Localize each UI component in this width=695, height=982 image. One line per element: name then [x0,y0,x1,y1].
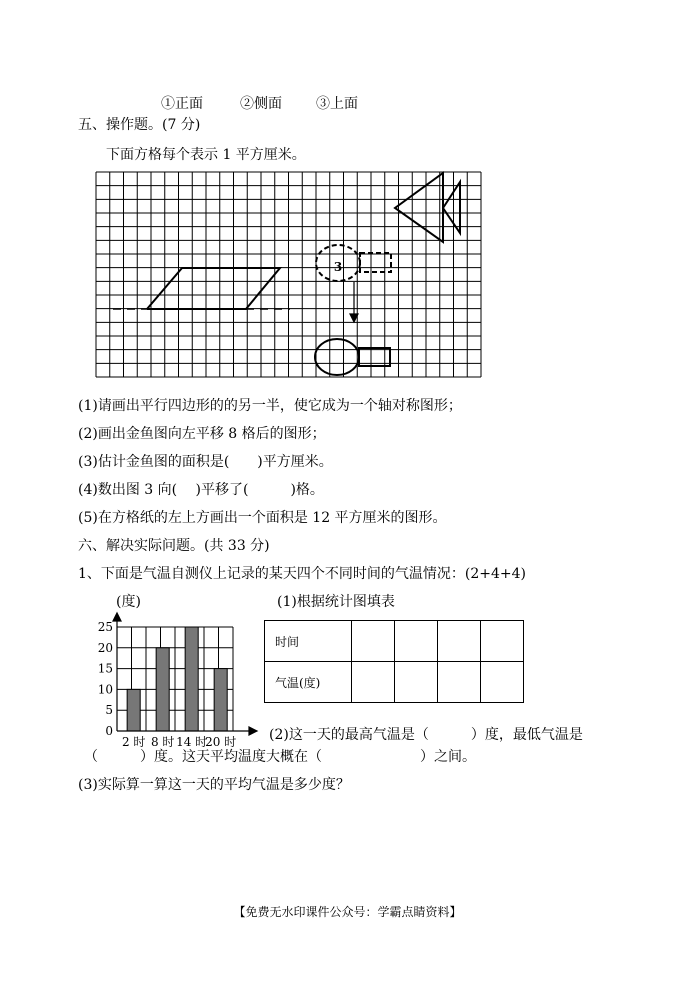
question-4: (4)数出图 3 向( )平移了( )格。 [78,482,324,498]
table-cell[interactable] [481,662,524,703]
stat-table [264,620,524,703]
chart-bar [185,627,198,731]
chart-bar [214,669,227,731]
chart-ytick-label: 15 [97,661,113,676]
table-cell[interactable] [438,621,481,662]
chart-bar [156,648,169,731]
chart-xtick-label: 20 时 [205,735,237,749]
q2-line1: (2)这一天的最高气温是（ ）度，最低气温是 [269,727,583,743]
chart-bar [127,689,140,731]
chart-ytick-label: 25 [97,620,113,634]
chart-ytick-label: 10 [97,682,113,697]
q1-text: (1)根据统计图填表 [277,594,395,610]
table-cell[interactable] [352,621,395,662]
chart-xtick-label: 14 时 [176,735,208,749]
chart-ytick-label: 0 [105,724,113,738]
section5-intro: 下面方格每个表示 1 平方厘米。 [106,147,306,163]
chart-xtick-label: 2 时 [121,735,146,749]
table-cell[interactable] [395,621,438,662]
chart-ytick-label: 5 [105,703,113,718]
table-cell[interactable] [438,662,481,703]
question-5: (5)在方格纸的左上方画出一个面积是 12 平方厘米的图形。 [78,510,447,526]
chart-ylabel: (度) [116,594,141,610]
footer: 【免费无水印课件公众号：学霸点睛资料】 [233,905,462,919]
table-row-label-time: 时间 [265,621,352,662]
chart-xtick-label: 8 时 [150,735,175,749]
question-1: (1)请画出平行四边形的的另一半，使它成为一个轴对称图形； [78,398,462,414]
option-top: ③上面 [316,96,358,112]
table-cell[interactable] [352,662,395,703]
chart-ytick-label: 20 [97,640,113,655]
section6-title: 六、解决实际问题。(共 33 分) [78,538,270,554]
section5-title: 五、操作题。(7 分) [78,117,201,133]
problem-1: 1、下面是气温自测仪上记录的某天四个不同时间的气温情况：(2+4+4) [78,566,527,582]
q2-line2: （ ）度。这天平均温度大概在（ ）之间。 [84,749,476,765]
table-cell[interactable] [395,662,438,703]
option-side: ②侧面 [240,96,282,112]
q3-text: (3)实际算一算这一天的平均气温是多少度？ [78,777,350,793]
question-2: (2)画出金鱼图向左平移 8 格后的图形； [78,426,326,442]
question-3: (3)估计金鱼图的面积是( )平方厘米。 [78,454,333,470]
table-cell[interactable] [481,621,524,662]
table-row-label-temp: 气温(度) [265,662,352,703]
figure-3-label: 3 [333,260,343,274]
option-front: ①正面 [161,96,203,112]
